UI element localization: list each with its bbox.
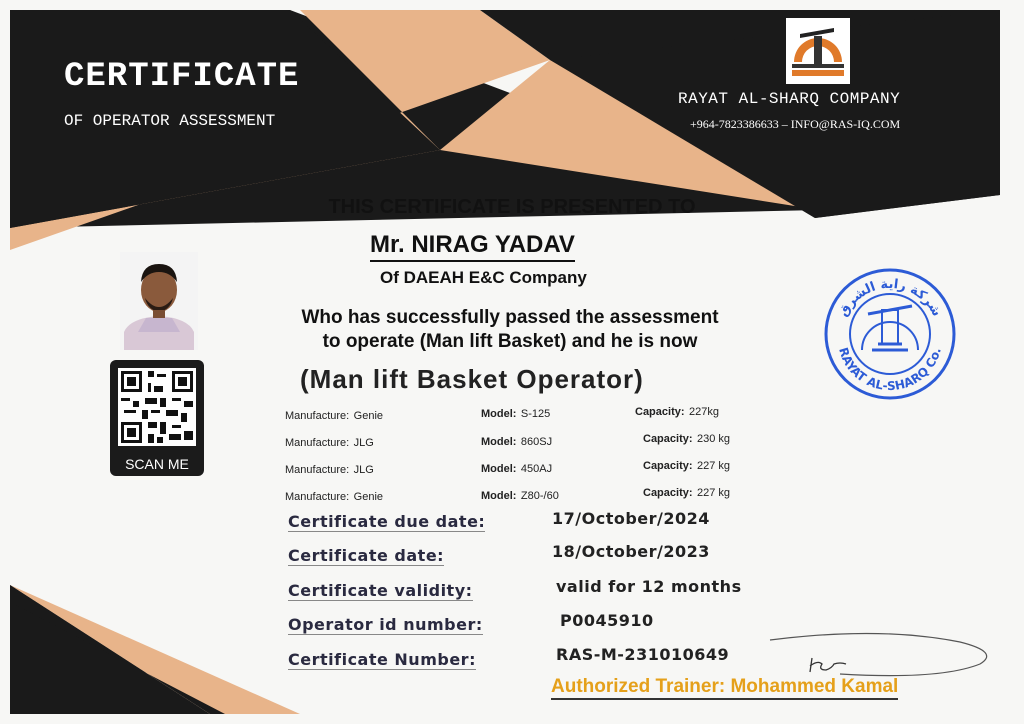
qr-code-block[interactable]: [110, 360, 204, 476]
manufacture-value: Genie: [353, 491, 384, 503]
validity-label: Certificate validity:: [288, 581, 473, 600]
trainer-signature: [760, 630, 1000, 680]
authorized-trainer: Authorized Trainer: Mohammed Kamal: [551, 676, 898, 700]
manufacture-label: Manufacture:: [285, 491, 350, 503]
company-stamp: [822, 266, 958, 402]
qr-code[interactable]: [118, 368, 196, 446]
model-label: Model:: [481, 490, 517, 502]
equipment-row: [285, 433, 374, 451]
equipment-capacity: [635, 402, 719, 420]
model-value: Z80-/60: [520, 490, 559, 502]
model-label: Model:: [481, 408, 517, 420]
assessment-description: [250, 306, 770, 354]
model-value: 450AJ: [520, 463, 553, 475]
due-date-label: Certificate due date:: [288, 512, 486, 531]
capacity-label: Capacity:: [643, 460, 693, 472]
recipient-organization: Of DAEAH E&C Company: [380, 268, 587, 287]
model-label: Model:: [481, 436, 517, 448]
capacity-value: 230 kg: [696, 433, 731, 445]
equipment-row: [285, 406, 383, 424]
equipment-capacity: [643, 456, 730, 474]
equipment-row: [285, 460, 374, 478]
presented-to-text: THIS CERTIFICATE IS PRESENTED TO: [328, 196, 696, 218]
model-value: 860SJ: [520, 436, 553, 448]
equipment-table: [285, 402, 745, 502]
capacity-label: Capacity:: [643, 433, 693, 445]
scan-me-label: SCAN ME: [125, 456, 189, 472]
model-label: Model:: [481, 463, 517, 475]
manufacture-value: JLG: [353, 464, 374, 476]
company-name: RAYAT AL-SHARQ COMPANY: [678, 90, 901, 108]
equipment-capacity: [643, 429, 730, 447]
certificate-number-value: RAS-M-231010649: [556, 645, 730, 664]
manufacture-value: Genie: [353, 410, 384, 422]
certificate-date-label: Certificate date:: [288, 546, 445, 565]
operator-role: (Man lift Basket Operator): [300, 364, 644, 394]
equipment-model: [481, 459, 552, 477]
company-contact: +964-7823386633 – INFO@RAS-IQ.COM: [690, 117, 901, 131]
capacity-label: Capacity:: [635, 406, 685, 418]
manufacture-label: Manufacture:: [285, 437, 350, 449]
certificate-title: CERTIFICATE: [64, 58, 300, 96]
manufacture-label: Manufacture:: [285, 464, 350, 476]
description-line-1: Who has successfully passed the assessment: [301, 307, 719, 328]
model-value: S-125: [520, 408, 551, 420]
certificate-date-value: 18/October/2023: [552, 542, 710, 561]
recipient-name: Mr. NIRAG YADAV: [370, 231, 575, 262]
company-logo: [786, 18, 850, 84]
operator-id-label: Operator id number:: [288, 615, 483, 634]
certificate-number-label: Certificate Number:: [288, 650, 476, 669]
description-line-2: to operate (Man lift Basket) and he is now: [322, 331, 698, 352]
capacity-label: Capacity:: [643, 487, 693, 499]
stamp-top-text: شركة راية الشرق: [835, 276, 945, 320]
capacity-value: 227kg: [688, 406, 719, 418]
operator-photo: [120, 252, 198, 350]
due-date-value: 17/October/2024: [552, 509, 710, 528]
operator-id-value: P0045910: [560, 611, 654, 630]
capacity-value: 227 kg: [696, 487, 731, 499]
equipment-capacity: [643, 483, 730, 501]
capacity-value: 227 kg: [696, 460, 731, 472]
manufacture-label: Manufacture:: [285, 410, 350, 422]
manufacture-value: JLG: [353, 437, 374, 449]
equipment-model: [481, 404, 550, 422]
equipment-row: [285, 487, 383, 505]
validity-value: valid for 12 months: [556, 577, 742, 596]
stamp-bottom-text: RAYAT AL-SHARQ Co.: [836, 345, 944, 394]
certificate-subtitle: OF OPERATOR ASSESSMENT: [64, 112, 276, 130]
equipment-model: [481, 432, 552, 450]
equipment-model: [481, 486, 559, 504]
presented-to-heading: [0, 196, 1024, 219]
